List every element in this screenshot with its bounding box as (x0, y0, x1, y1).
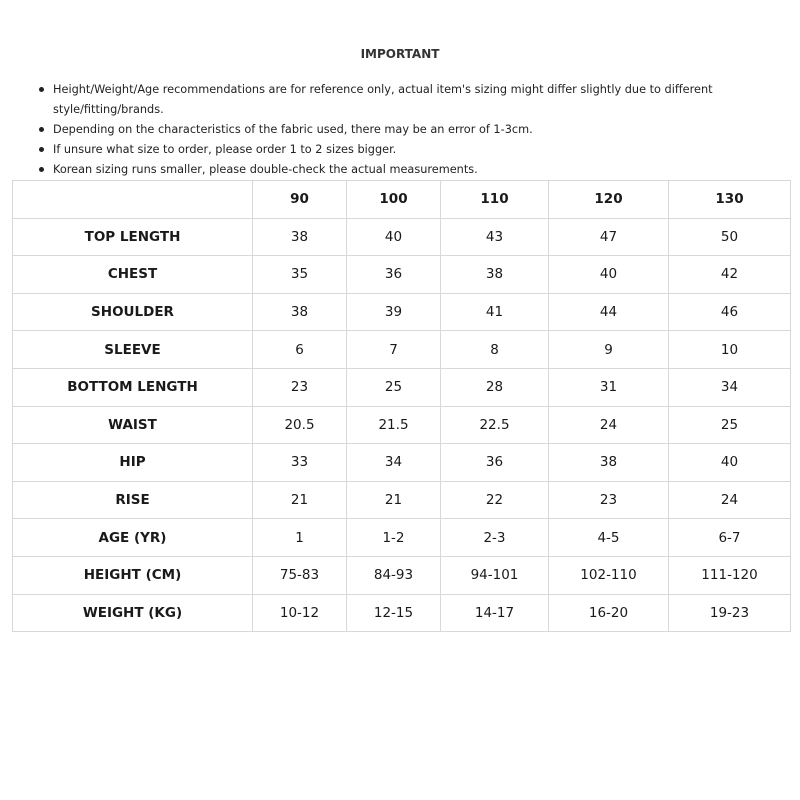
measurement-cell: 24 (549, 406, 669, 444)
measurement-cell: 25 (669, 406, 791, 444)
measurement-cell: 21 (253, 481, 347, 519)
note-item: Height/Weight/Age recommendations are for reference only, actual item's sizing might differ slightly due to different style/fitting/brands. (38, 80, 778, 120)
measurement-cell: 42 (669, 256, 791, 294)
measurement-cell: 94-101 (441, 556, 549, 594)
table-row (13, 406, 791, 444)
size-header: 110 (441, 181, 549, 219)
measurement-cell: 7 (347, 331, 441, 369)
row-label: BOTTOM LENGTH (13, 368, 253, 406)
table-row (13, 556, 791, 594)
measurement-cell: 10-12 (253, 594, 347, 632)
measurement-cell: 50 (669, 218, 791, 256)
measurement-cell: 38 (549, 444, 669, 482)
measurement-cell: 38 (441, 256, 549, 294)
measurement-cell: 1-2 (347, 519, 441, 557)
size-header: 100 (347, 181, 441, 219)
measurement-cell: 8 (441, 331, 549, 369)
measurement-cell: 19-23 (669, 594, 791, 632)
measurement-cell: 40 (669, 444, 791, 482)
measurement-cell: 10 (669, 331, 791, 369)
measurement-cell: 12-15 (347, 594, 441, 632)
measurement-cell: 40 (347, 218, 441, 256)
measurement-cell: 33 (253, 444, 347, 482)
table-row (13, 331, 791, 369)
row-label: SLEEVE (13, 331, 253, 369)
measurement-cell: 21 (347, 481, 441, 519)
row-label: WEIGHT (KG) (13, 594, 253, 632)
size-header-row (13, 181, 791, 219)
row-label: HIP (13, 444, 253, 482)
row-label: WAIST (13, 406, 253, 444)
table-row (13, 594, 791, 632)
measurement-cell: 22 (441, 481, 549, 519)
size-header: 130 (669, 181, 791, 219)
measurement-cell: 22.5 (441, 406, 549, 444)
row-label: HEIGHT (CM) (13, 556, 253, 594)
measurement-cell: 38 (253, 218, 347, 256)
measurement-cell: 4-5 (549, 519, 669, 557)
table-row (13, 293, 791, 331)
note-item: If unsure what size to order, please order 1 to 2 sizes bigger. (38, 140, 778, 160)
measurement-cell: 24 (669, 481, 791, 519)
measurement-cell: 28 (441, 368, 549, 406)
table-row (13, 444, 791, 482)
measurement-cell: 47 (549, 218, 669, 256)
notes-list (38, 80, 778, 180)
measurement-cell: 44 (549, 293, 669, 331)
measurement-cell: 35 (253, 256, 347, 294)
note-item: Korean sizing runs smaller, please double-check the actual measurements. (38, 160, 778, 180)
table-row (13, 256, 791, 294)
measurement-cell: 6-7 (669, 519, 791, 557)
size-header: 90 (253, 181, 347, 219)
table-row (13, 481, 791, 519)
measurement-cell: 40 (549, 256, 669, 294)
measurement-cell: 1 (253, 519, 347, 557)
measurement-cell: 25 (347, 368, 441, 406)
measurement-cell: 38 (253, 293, 347, 331)
size-header: 120 (549, 181, 669, 219)
measurement-cell: 75-83 (253, 556, 347, 594)
row-label: AGE (YR) (13, 519, 253, 557)
measurement-cell: 2-3 (441, 519, 549, 557)
size-chart-table (12, 180, 791, 632)
measurement-cell: 84-93 (347, 556, 441, 594)
measurement-cell: 23 (549, 481, 669, 519)
measurement-cell: 43 (441, 218, 549, 256)
row-label: TOP LENGTH (13, 218, 253, 256)
measurement-cell: 31 (549, 368, 669, 406)
measurement-cell: 36 (347, 256, 441, 294)
measurement-cell: 23 (253, 368, 347, 406)
measurement-cell: 16-20 (549, 594, 669, 632)
table-row (13, 218, 791, 256)
measurement-cell: 9 (549, 331, 669, 369)
measurement-cell: 14-17 (441, 594, 549, 632)
measurement-cell: 20.5 (253, 406, 347, 444)
measurement-cell: 21.5 (347, 406, 441, 444)
note-item: Depending on the characteristics of the fabric used, there may be an error of 1-3cm. (38, 120, 778, 140)
row-label: CHEST (13, 256, 253, 294)
measurement-cell: 36 (441, 444, 549, 482)
measurement-cell: 34 (669, 368, 791, 406)
measurement-cell: 41 (441, 293, 549, 331)
measurement-cell: 46 (669, 293, 791, 331)
corner-cell (13, 181, 253, 219)
row-label: RISE (13, 481, 253, 519)
table-row (13, 368, 791, 406)
measurement-cell: 34 (347, 444, 441, 482)
table-row (13, 519, 791, 557)
row-label: SHOULDER (13, 293, 253, 331)
measurement-cell: 111-120 (669, 556, 791, 594)
measurement-cell: 39 (347, 293, 441, 331)
measurement-cell: 6 (253, 331, 347, 369)
measurement-cell: 102-110 (549, 556, 669, 594)
page-title: IMPORTANT (360, 47, 440, 61)
